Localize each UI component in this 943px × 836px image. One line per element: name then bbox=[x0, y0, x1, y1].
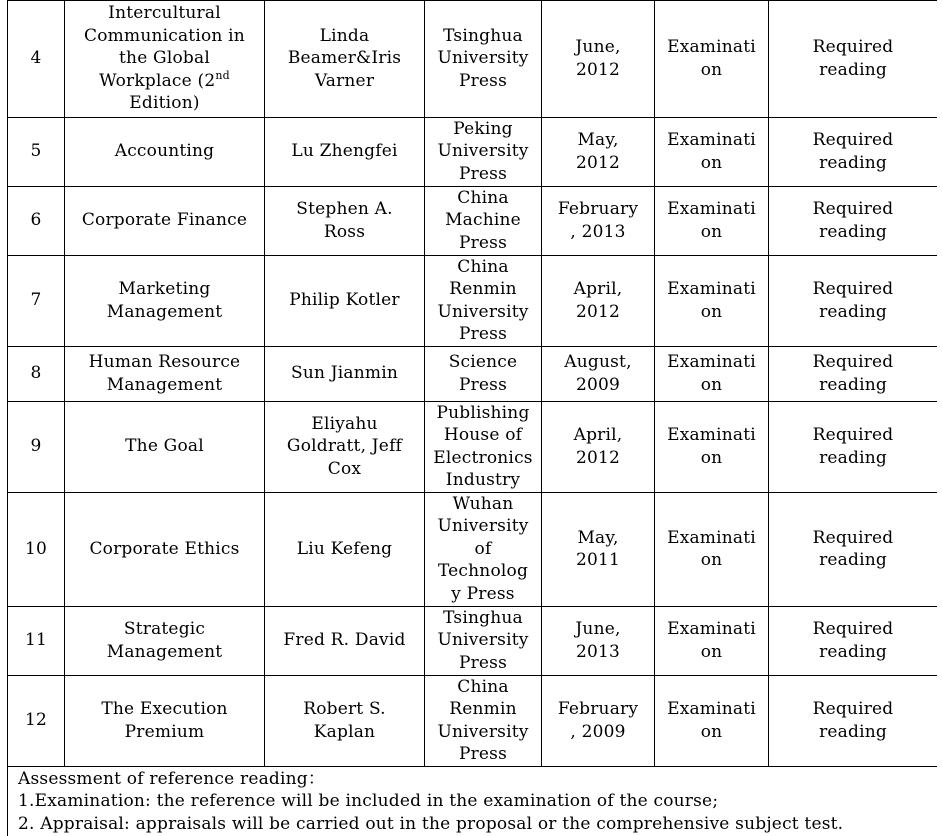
reading-type-line: reading bbox=[819, 447, 887, 468]
assessment-method-line: Examinati bbox=[667, 279, 756, 299]
reading-type-line: reading bbox=[819, 221, 887, 242]
edition-superscript: nd bbox=[215, 68, 230, 82]
reading-type-cell bbox=[769, 255, 938, 346]
table-row bbox=[8, 0, 938, 117]
book-author-cell bbox=[265, 492, 425, 606]
publication-date-line: May, bbox=[577, 130, 619, 150]
table-row bbox=[8, 492, 938, 606]
reading-type-line: reading bbox=[819, 152, 887, 173]
book-author-line: Stephen A. bbox=[296, 199, 393, 219]
publication-date-cell bbox=[542, 346, 655, 401]
assessment-method-cell bbox=[655, 401, 769, 492]
publication-date-line: 2012 bbox=[575, 301, 621, 322]
book-publisher-cell bbox=[425, 401, 542, 492]
book-number-cell bbox=[8, 255, 65, 346]
book-author-cell bbox=[265, 0, 425, 117]
reading-type-line: Required bbox=[812, 425, 894, 445]
book-publisher-cell bbox=[425, 186, 542, 255]
publication-date-line: 2013 bbox=[575, 641, 621, 662]
reading-type-cell bbox=[769, 186, 938, 255]
assessment-method-line: Examinati bbox=[667, 425, 756, 445]
book-publisher-line: Press bbox=[458, 374, 508, 395]
book-number-cell bbox=[8, 0, 65, 117]
book-author-line: Robert S. bbox=[303, 699, 386, 719]
assessment-method-line: Examinati bbox=[667, 130, 756, 150]
reading-type-line: reading bbox=[819, 550, 887, 570]
book-author-line: Philip Kotler bbox=[289, 290, 400, 311]
book-publisher-cell bbox=[425, 675, 542, 766]
book-publisher-line: University bbox=[437, 721, 529, 742]
book-title-line: Accounting bbox=[114, 141, 215, 162]
assessment-method-cell bbox=[655, 492, 769, 606]
reading-type-cell bbox=[769, 606, 938, 675]
publication-date-cell bbox=[542, 492, 655, 606]
assessment-method-cell bbox=[655, 0, 769, 117]
book-number: 8 bbox=[30, 363, 42, 384]
book-author-line: Liu Kefeng bbox=[296, 538, 393, 559]
book-publisher-line: Renmin bbox=[449, 699, 517, 719]
book-publisher-line: China bbox=[457, 676, 509, 697]
assessment-method-line: on bbox=[700, 374, 723, 395]
book-number: 7 bbox=[30, 290, 42, 311]
assessment-method-cell bbox=[655, 675, 769, 766]
book-publisher-line: Electronics bbox=[433, 447, 533, 468]
publication-date-cell bbox=[542, 675, 655, 766]
book-publisher-line: Tsinghua bbox=[443, 25, 523, 46]
publication-date-line: , 2013 bbox=[570, 221, 626, 242]
publication-date-line: 2011 bbox=[575, 550, 621, 570]
book-title-cell bbox=[65, 117, 265, 186]
assessment-method-line: on bbox=[700, 59, 723, 80]
book-author-line: Lu Zhengfei bbox=[291, 141, 398, 162]
reading-type-line: Required bbox=[812, 352, 894, 372]
book-publisher-line: Publishing bbox=[436, 402, 530, 423]
book-publisher-line: University bbox=[437, 630, 529, 651]
publication-date-line: , 2009 bbox=[570, 721, 626, 742]
assessment-method-line: Examinati bbox=[667, 37, 756, 57]
table-row bbox=[8, 401, 938, 492]
book-title-cell bbox=[65, 255, 265, 346]
assessment-method-cell bbox=[655, 346, 769, 401]
publication-date-line: February bbox=[557, 199, 639, 219]
book-title-line: Corporate Finance bbox=[81, 210, 248, 231]
book-publisher-cell bbox=[425, 0, 542, 117]
table-row bbox=[8, 117, 938, 186]
assessment-note-line2: 2. Appraisal: appraisals will be carried out in the proposal or the comprehensive subject test. bbox=[18, 813, 844, 834]
assessment-method-cell bbox=[655, 606, 769, 675]
book-title-cell bbox=[65, 606, 265, 675]
book-publisher-line: Press bbox=[458, 232, 508, 253]
publication-date-cell bbox=[542, 255, 655, 346]
book-publisher-line: Science bbox=[448, 352, 518, 372]
book-publisher-cell bbox=[425, 606, 542, 675]
publication-date-cell bbox=[542, 606, 655, 675]
book-author-line: Fred R. David bbox=[283, 630, 406, 651]
book-number: 6 bbox=[30, 210, 42, 231]
book-title-line: Management bbox=[106, 374, 223, 395]
reading-type-line: reading bbox=[819, 59, 887, 80]
assessment-method-line: on bbox=[700, 221, 723, 242]
assessment-method-line: Examinati bbox=[667, 619, 756, 639]
reference-reading-table-container bbox=[7, 0, 937, 836]
book-title-cell bbox=[65, 675, 265, 766]
book-number-cell bbox=[8, 117, 65, 186]
book-publisher-line: of bbox=[474, 538, 492, 559]
assessment-method-cell bbox=[655, 255, 769, 346]
publication-date-cell bbox=[542, 401, 655, 492]
book-title-line: Marketing bbox=[118, 279, 211, 299]
book-number: 9 bbox=[30, 436, 42, 457]
book-publisher-line: Press bbox=[458, 163, 508, 184]
book-author-line: Varner bbox=[314, 70, 375, 91]
book-publisher-line: China bbox=[457, 187, 509, 208]
book-title-cell bbox=[65, 0, 265, 117]
assessment-method-line: on bbox=[700, 550, 723, 570]
book-number-cell bbox=[8, 346, 65, 401]
book-author-line: Kaplan bbox=[313, 721, 376, 742]
table-row bbox=[8, 606, 938, 675]
book-publisher-line: Press bbox=[458, 70, 508, 91]
book-author-cell bbox=[265, 401, 425, 492]
book-author-line: Beamer&Iris bbox=[287, 48, 402, 69]
book-title-line: The Execution bbox=[101, 699, 228, 719]
book-publisher-line: Machine bbox=[445, 210, 521, 231]
assessment-method-line: Examinati bbox=[667, 699, 756, 719]
book-author-line: Linda bbox=[319, 25, 370, 46]
book-publisher-line: Tsinghua bbox=[443, 607, 523, 628]
book-publisher-line: House of bbox=[443, 425, 523, 445]
book-publisher-line: University bbox=[437, 48, 529, 69]
table-row bbox=[8, 675, 938, 766]
book-title-cell bbox=[65, 401, 265, 492]
assessment-method-line: Examinati bbox=[667, 527, 756, 548]
book-title-line: Communication in bbox=[84, 25, 245, 46]
book-publisher-line: University bbox=[437, 141, 529, 162]
reading-type-line: Required bbox=[812, 130, 894, 150]
book-publisher-line: Press bbox=[458, 652, 508, 673]
book-publisher-cell bbox=[425, 346, 542, 401]
book-publisher-line: Industry bbox=[445, 470, 521, 490]
assessment-method-cell bbox=[655, 186, 769, 255]
book-author-line: Sun Jianmin bbox=[291, 363, 398, 384]
book-title-line: The Goal bbox=[125, 436, 204, 457]
reading-type-cell bbox=[769, 117, 938, 186]
reading-type-line: Required bbox=[812, 619, 894, 639]
book-author-cell bbox=[265, 606, 425, 675]
book-publisher-cell bbox=[425, 117, 542, 186]
publication-date-line: 2012 bbox=[575, 152, 621, 173]
book-title-cell bbox=[65, 492, 265, 606]
book-publisher-line: China bbox=[457, 256, 509, 277]
reading-type-line: Required bbox=[812, 279, 894, 299]
assessment-method-cell bbox=[655, 117, 769, 186]
book-author-cell bbox=[265, 117, 425, 186]
publication-date-line: 2012 bbox=[575, 59, 621, 80]
assessment-note-line1: 1.Examination: the reference will be included in the examination of the course; bbox=[18, 791, 719, 811]
reading-type-line: reading bbox=[819, 721, 887, 742]
book-publisher-line: y Press bbox=[451, 583, 515, 604]
publication-date-line: August, bbox=[564, 352, 632, 372]
assessment-note bbox=[8, 766, 938, 836]
book-number-cell bbox=[8, 401, 65, 492]
book-author-cell bbox=[265, 186, 425, 255]
reading-type-line: Required bbox=[812, 199, 894, 219]
book-publisher-line: Wuhan bbox=[452, 493, 514, 514]
book-number: 12 bbox=[24, 710, 48, 731]
book-publisher-line: Renmin bbox=[449, 279, 517, 299]
reading-type-line: Required bbox=[812, 699, 894, 719]
book-title-line: Management bbox=[106, 641, 223, 662]
assessment-method-line: Examinati bbox=[667, 199, 756, 219]
publication-date-line: 2009 bbox=[575, 374, 621, 395]
assessment-method-line: on bbox=[700, 301, 723, 322]
reading-type-cell bbox=[769, 675, 938, 766]
assessment-method-line: on bbox=[700, 641, 723, 662]
book-title-line: Workplace (2nd bbox=[99, 68, 230, 91]
book-author-cell bbox=[265, 675, 425, 766]
table-row bbox=[8, 346, 938, 401]
book-number-cell bbox=[8, 492, 65, 606]
publication-date-cell bbox=[542, 117, 655, 186]
book-title-line: Intercultural bbox=[108, 3, 221, 24]
table-body bbox=[8, 0, 938, 836]
reading-type-line: Required bbox=[812, 37, 894, 57]
book-publisher-line: Press bbox=[458, 744, 508, 764]
reading-type-line: reading bbox=[819, 301, 887, 322]
book-number-cell bbox=[8, 606, 65, 675]
book-number-cell bbox=[8, 186, 65, 255]
book-number: 5 bbox=[30, 141, 42, 162]
book-publisher-line: Press bbox=[458, 324, 508, 344]
book-number: 10 bbox=[24, 538, 48, 559]
book-title-line: Human Resource bbox=[88, 352, 241, 372]
book-title-line: Strategic bbox=[123, 619, 206, 639]
book-publisher-line: Technolog bbox=[437, 561, 529, 582]
book-number: 4 bbox=[30, 48, 42, 69]
reading-type-line: Required bbox=[812, 527, 894, 548]
book-publisher-cell bbox=[425, 492, 542, 606]
publication-date-cell bbox=[542, 0, 655, 117]
book-title-line: Edition) bbox=[129, 93, 200, 114]
book-author-line: Ross bbox=[323, 221, 366, 242]
assessment-note-row bbox=[8, 766, 938, 836]
book-publisher-line: University bbox=[437, 516, 529, 537]
publication-date-line: June, bbox=[575, 37, 621, 57]
reading-type-cell bbox=[769, 346, 938, 401]
publication-date-line: April, bbox=[573, 425, 623, 445]
publication-date-line: May, bbox=[577, 527, 619, 548]
book-title-line: the Global bbox=[119, 48, 210, 69]
reading-type-cell bbox=[769, 0, 938, 117]
reference-reading-table bbox=[7, 0, 937, 836]
assessment-note-heading: Assessment of reference reading： bbox=[18, 768, 326, 789]
table-row bbox=[8, 186, 938, 255]
publication-date-line: February bbox=[557, 699, 639, 719]
reading-type-line: reading bbox=[819, 641, 887, 662]
publication-date-line: 2012 bbox=[575, 447, 621, 468]
book-title-cell bbox=[65, 186, 265, 255]
book-number: 11 bbox=[24, 630, 48, 651]
book-publisher-line: Peking bbox=[453, 118, 513, 139]
publication-date-line: June, bbox=[575, 619, 621, 639]
book-author-line: Goldratt, Jeff bbox=[286, 436, 403, 457]
book-title-line: Corporate Ethics bbox=[89, 538, 240, 559]
book-author-line: Eliyahu bbox=[311, 413, 378, 434]
assessment-method-line: on bbox=[700, 447, 723, 468]
book-author-cell bbox=[265, 346, 425, 401]
publication-date-line: April, bbox=[573, 279, 623, 299]
book-author-line: Cox bbox=[327, 458, 362, 479]
book-publisher-line: University bbox=[437, 301, 529, 322]
publication-date-cell bbox=[542, 186, 655, 255]
assessment-method-line: on bbox=[700, 721, 723, 742]
book-publisher-cell bbox=[425, 255, 542, 346]
book-author-cell bbox=[265, 255, 425, 346]
assessment-method-line: Examinati bbox=[667, 352, 756, 372]
book-title-line: Premium bbox=[124, 721, 205, 742]
assessment-method-line: on bbox=[700, 152, 723, 173]
reading-type-line: reading bbox=[819, 374, 887, 395]
book-title-line: Management bbox=[106, 301, 223, 322]
book-title-cell bbox=[65, 346, 265, 401]
reading-type-cell bbox=[769, 492, 938, 606]
table-row bbox=[8, 255, 938, 346]
book-number-cell bbox=[8, 675, 65, 766]
reading-type-cell bbox=[769, 401, 938, 492]
